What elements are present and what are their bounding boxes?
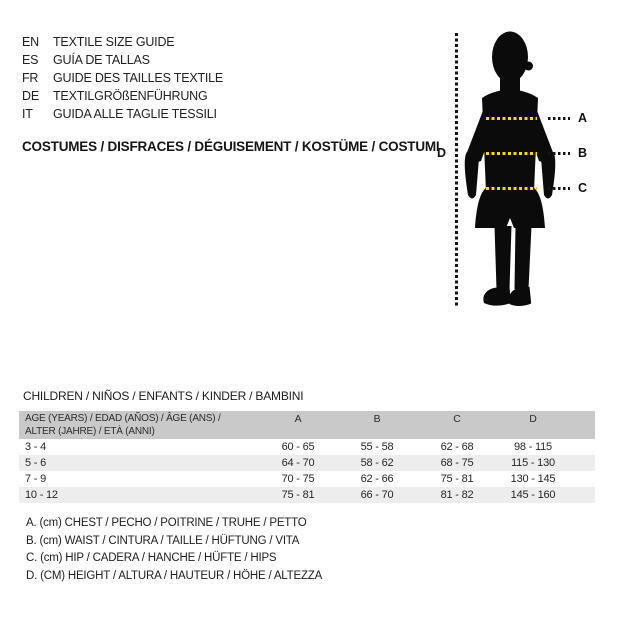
chest-cell: 70 - 75 — [281, 473, 315, 485]
language-list — [22, 33, 223, 123]
language-row-de — [22, 87, 223, 105]
measurement-legend — [26, 515, 322, 585]
waist-cell: 58 - 62 — [360, 457, 394, 469]
legend-waist: B. (cm) WAIST / CINTURA / TAILLE / HÜFTUNG / VITA — [26, 534, 300, 547]
waist-cell: 55 - 58 — [360, 441, 394, 453]
waist-cell: 62 - 66 — [360, 473, 394, 485]
column-header-d: D — [529, 413, 537, 425]
waist-connector-line — [548, 152, 570, 155]
size-table — [19, 411, 595, 503]
chest-cell: 60 - 65 — [281, 441, 315, 453]
legend-chest: A. (cm) CHEST / PECHO / POITRINE / TRUHE / PETTO — [26, 517, 307, 529]
age-cell: 3 - 4 — [25, 441, 47, 453]
language-label: TEXTILE SIZE GUIDE — [53, 35, 175, 49]
child-silhouette-icon — [448, 26, 572, 310]
legend-height: D. (CM) HEIGHT / ALTURA / HAUTEUR / HÖHE / ALTEZZA — [26, 569, 323, 582]
language-code: FR — [22, 71, 39, 85]
language-code: EN — [22, 35, 39, 49]
hip-cell: 62 - 68 — [440, 441, 474, 453]
hip-cell: 75 - 81 — [440, 473, 474, 485]
hip-cell: 68 - 75 — [440, 457, 474, 469]
age-cell: 7 - 9 — [25, 473, 47, 485]
chest-label: A — [578, 111, 587, 125]
column-header-a: A — [294, 413, 302, 425]
table-header-row — [19, 411, 595, 439]
language-label: GUIDA ALLE TAGLIE TESSILI — [53, 107, 217, 121]
age-column-header — [19, 413, 259, 438]
language-row-en — [22, 33, 223, 51]
chest-cell: 64 - 70 — [281, 457, 315, 469]
language-code: IT — [22, 107, 33, 121]
height-measure-line — [455, 33, 458, 307]
chest-measure-line — [486, 117, 537, 120]
legend-hip: C. (cm) HIP / CADERA / HANCHE / HÜFTE / HIPS — [26, 552, 277, 564]
table-row — [19, 487, 595, 503]
chest-connector-line — [548, 117, 570, 120]
category-title: COSTUMES / DISFRACES / DÉGUISEMENT / KOSTÜME / COSTUMI — [22, 139, 440, 154]
table-row — [19, 455, 595, 471]
language-row-it — [22, 105, 223, 123]
height-cell: 115 - 130 — [511, 457, 555, 469]
height-cell: 130 - 145 — [510, 473, 556, 485]
waist-measure-line — [486, 152, 537, 155]
age-header-line2: ALTER (JAHRE) / ETÀ (ANNI) — [25, 425, 155, 437]
age-cell: 10 - 12 — [25, 489, 58, 501]
chest-cell: 75 - 81 — [281, 489, 315, 501]
height-cell: 98 - 115 — [514, 441, 552, 453]
hip-cell: 81 - 82 — [440, 489, 474, 501]
language-code: DE — [22, 89, 39, 103]
language-label: GUIDE DES TAILLES TEXTILE — [53, 71, 224, 85]
hip-connector-line — [548, 187, 570, 190]
section-title-children: CHILDREN / NIÑOS / ENFANTS / KINDER / BAMBINI — [23, 389, 304, 403]
language-code: ES — [22, 53, 39, 67]
age-header-line1: AGE (YEARS) / EDAD (AÑOS) / ÂGE (ANS) / — [25, 413, 221, 424]
language-label: GUÍA DE TALLAS — [53, 53, 150, 67]
column-header-c: C — [453, 413, 461, 425]
table-row — [19, 439, 595, 455]
waist-cell: 66 - 70 — [360, 489, 394, 501]
language-row-es — [22, 51, 223, 69]
waist-label: B — [578, 146, 587, 160]
language-row-fr — [22, 69, 223, 87]
language-label: TEXTILGRÖßENFÜHRUNG — [53, 89, 208, 103]
height-cell: 145 - 160 — [510, 489, 556, 501]
hip-label: C — [578, 181, 587, 195]
age-cell: 5 - 6 — [25, 457, 47, 469]
height-label: D — [437, 146, 446, 160]
column-header-b: B — [373, 413, 381, 425]
hip-measure-line — [486, 187, 537, 190]
table-row — [19, 471, 595, 487]
